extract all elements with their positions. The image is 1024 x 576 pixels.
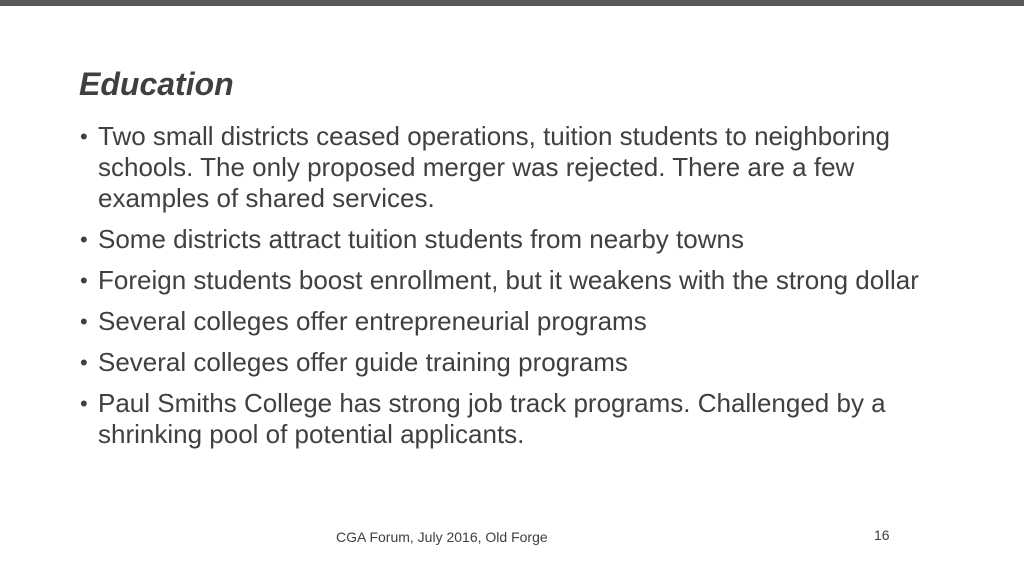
- bullet-dot-icon: •: [80, 268, 88, 293]
- bullet-item: [78, 306, 958, 337]
- bullet-dot-icon: •: [80, 227, 88, 252]
- slide-title: Education: [79, 66, 234, 102]
- bullet-item: [78, 265, 958, 296]
- bullet-dot-icon: •: [80, 309, 88, 334]
- bullet-text: Foreign students boost enrollment, but it weakens with the strong dollar: [98, 265, 919, 295]
- bullet-text: Some districts attract tuition students from nearby towns: [98, 224, 744, 254]
- slide-number: 16: [874, 527, 890, 543]
- bullet-dot-icon: •: [80, 391, 88, 416]
- slide-footer: CGA Forum, July 2016, Old Forge: [336, 529, 548, 545]
- bullet-dot-icon: •: [80, 350, 88, 375]
- bullet-text: Two small districts ceased operations, tuition students to neighboring schools. The only proposed merger was rejected. There are a few examples of shared services.: [98, 121, 890, 213]
- bullet-text: Paul Smiths College has strong job track programs. Challenged by a shrinking pool of potential applicants.: [98, 388, 886, 449]
- top-accent-bar: [0, 0, 1024, 6]
- bullet-text: Several colleges offer entrepreneurial programs: [98, 306, 647, 336]
- bullet-item: [78, 121, 958, 214]
- bullet-item: [78, 224, 958, 255]
- bullet-text: Several colleges offer guide training programs: [98, 347, 628, 377]
- bullet-item: [78, 388, 958, 450]
- bullet-item: [78, 347, 958, 378]
- bullet-list: [78, 121, 958, 460]
- bullet-dot-icon: •: [80, 124, 88, 149]
